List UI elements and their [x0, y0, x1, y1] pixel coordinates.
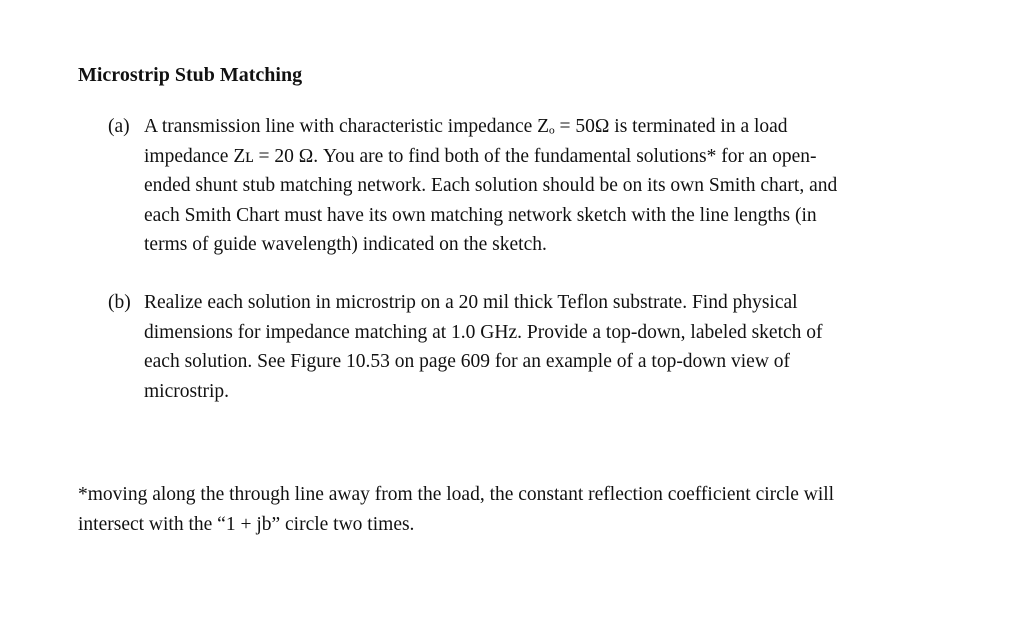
- footnote-line: intersect with the “1 + jb” circle two times.: [78, 513, 415, 535]
- part-a-line: terms of guide wavelength) indicated on the sketch.: [144, 234, 547, 255]
- part-b-line: dimensions for impedance matching at 1.0 GHz. Provide a top-down, labeled sketch of: [144, 321, 823, 343]
- footnote: [78, 480, 978, 539]
- part-b-line: each solution. See Figure 10.53 on page 609 for an example of a top-down view of: [144, 351, 791, 372]
- part-a-line: each Smith Chart must have its own matching network sketch with the line lengths (in: [144, 204, 817, 226]
- part-a-line: A transmission line with characteristic impedance Zₒ = 50Ω is terminated in a load: [144, 116, 788, 137]
- part-a-line: ended shunt stub matching network. Each solution should be on its own Smith chart, and: [144, 175, 838, 196]
- part-a-line: impedance Zʟ = 20 Ω. You are to find both of the fundamental solutions* for an open-: [144, 145, 817, 167]
- footnote-line: *moving along the through line away from the load, the constant reflection coefficient circle will: [78, 484, 835, 505]
- part-a-label: (a): [108, 116, 130, 137]
- part-b-label: (b): [108, 292, 131, 313]
- part-b-line: microstrip.: [144, 380, 230, 402]
- document-title: Microstrip Stub Matching: [78, 64, 303, 86]
- problem-part-a: [108, 112, 948, 260]
- part-b-line: Realize each solution in microstrip on a 20 mil thick Teflon substrate. Find physical: [144, 292, 798, 313]
- problem-part-b: [108, 288, 948, 406]
